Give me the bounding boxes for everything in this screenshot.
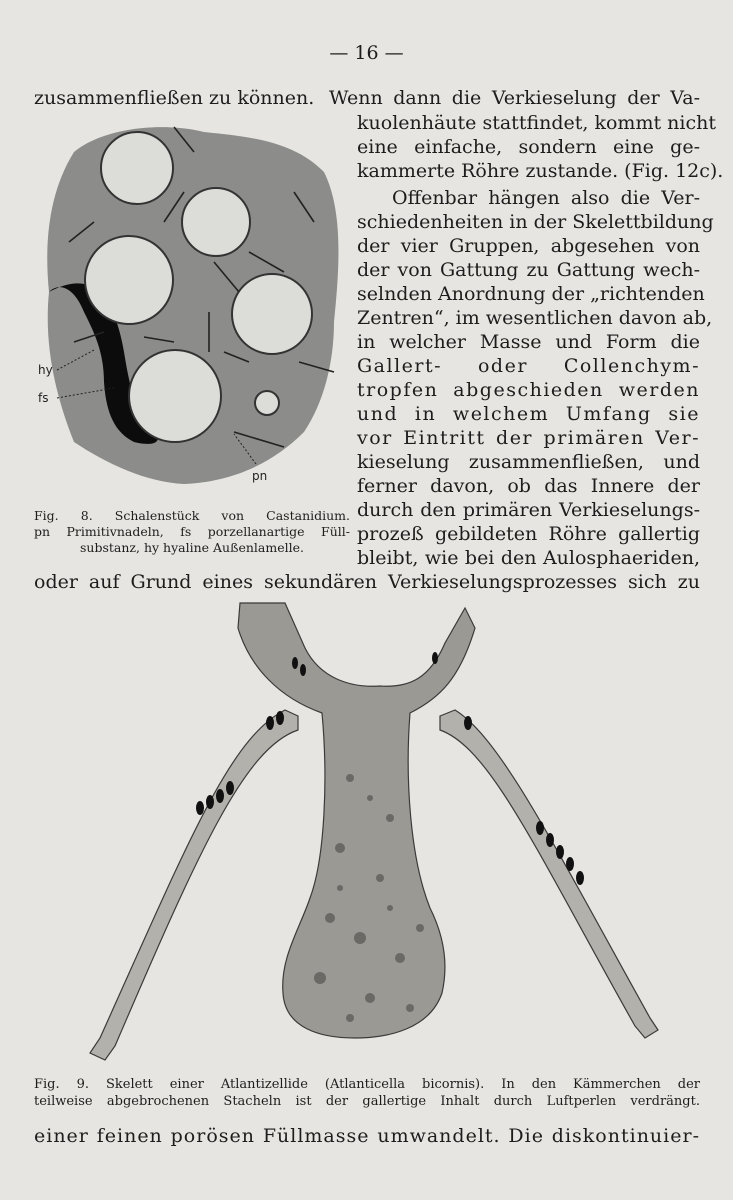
text-line-17: kieselung zusammenfließen, und	[357, 451, 700, 473]
figure-8-caption-line-3: substanz, hy hyaline Außenlamelle.	[80, 540, 304, 555]
text-line-9: der von Gattung zu Gattung wech-	[357, 259, 700, 281]
text-line-1: zusammenfließen zu können.	[34, 87, 315, 109]
text-line-19: durch den primären Verkieselungs-	[357, 499, 700, 521]
text-line-23: einer feinen porösen Füllmasse umwandelt. Die diskontinuier-	[34, 1125, 700, 1147]
text-line-15: und in welchem Umfang sie	[357, 403, 700, 425]
figure-8-label-pn: pn	[252, 469, 268, 483]
text-line-4: eine einfache, sondern eine ge-	[357, 136, 700, 158]
text-line-7: schiedenheiten in der Skelettbildung	[357, 211, 714, 233]
text-line-5: kammerte Röhre zustande. (Fig. 12c).	[357, 160, 724, 182]
text-line-3: kuolenhäute stattfindet, kommt nicht	[357, 112, 716, 134]
text-line-2: Wenn dann die Verkieselung der Va-	[329, 87, 700, 109]
figure-9-illustration	[70, 598, 670, 1068]
text-line-22: oder auf Grund eines sekundären Verkieselungsprozesses sich zu	[34, 571, 700, 593]
figure-8-caption-line-1: Fig. 8. Schalenstück von Castanidium.	[34, 508, 350, 523]
text-line-20: prozeß gebildeten Röhre gallertig	[357, 523, 700, 545]
figure-9-caption-line-1: Fig. 9. Skelett einer Atlantizellide (Atlanticella bicornis). In den Kämmerchen der	[34, 1077, 700, 1092]
text-line-18: ferner davon, ob das Innere der	[357, 475, 700, 497]
text-line-14: tropfen abgeschieden werden	[357, 379, 700, 401]
figure-8-label-fs: fs	[38, 391, 49, 405]
text-line-16: vor Eintritt der primären Ver-	[357, 427, 700, 449]
page-number: — 16 —	[329, 42, 404, 64]
figure-8-caption-line-2: pn Primitivnadeln, fs porzellanartige Füll-	[34, 524, 350, 539]
text-line-13: Gallert- oder Collenchym-	[357, 355, 700, 377]
figure-8-illustration	[34, 112, 354, 498]
text-line-11: Zentren“, im wesentlichen davon ab,	[357, 307, 713, 329]
figure-8-label-hy: hy	[38, 363, 53, 377]
text-line-10: selnden Anordnung der „richtenden	[357, 283, 705, 305]
text-line-8: der vier Gruppen, abgesehen von	[357, 235, 700, 257]
text-line-21: bleibt, wie bei den Aulosphaeriden,	[357, 547, 700, 569]
figure-9-caption-line-2: teilweise abgebrochenen Stacheln ist der gallertige Inhalt durch Luftperlen verdrängt.	[34, 1094, 700, 1109]
text-line-6: Offenbar hängen also die Ver-	[392, 187, 700, 209]
text-line-12: in welcher Masse und Form die	[357, 331, 700, 353]
